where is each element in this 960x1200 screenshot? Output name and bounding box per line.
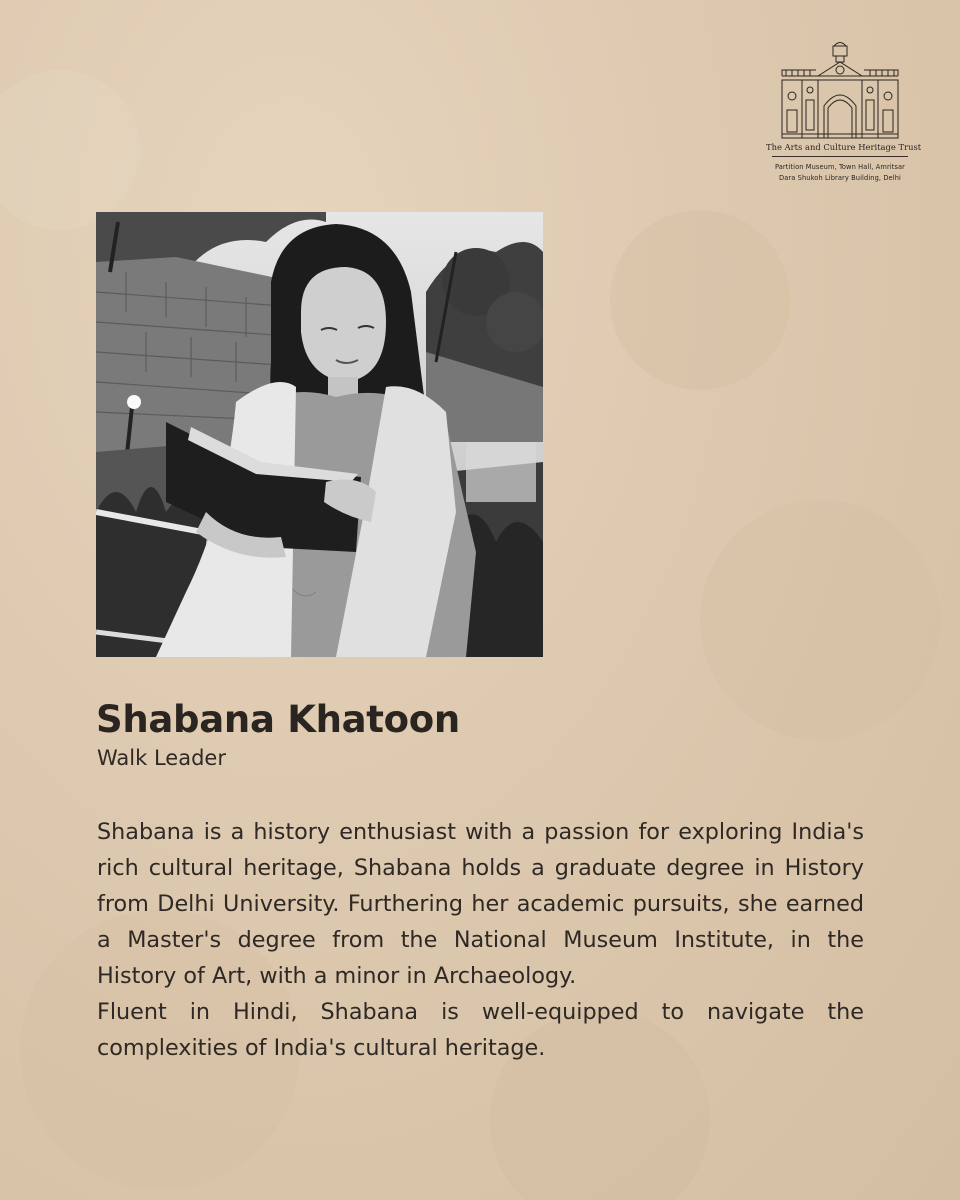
person-name: Shabana Khatoon bbox=[96, 698, 460, 741]
logo-divider bbox=[772, 156, 908, 157]
bio-text bbox=[97, 814, 864, 1066]
woman-reading-book-photo bbox=[96, 212, 543, 657]
town-hall-building-icon bbox=[772, 40, 908, 140]
bio-paragraph: Fluent in Hindi, Shabana is well-equipped to navigate the complexities of India's cultural heritage. bbox=[97, 999, 864, 1061]
person-role: Walk Leader bbox=[97, 746, 226, 770]
bio-paragraph: Shabana is a history enthusiast with a passion for exploring India's rich cultural heritage, Shabana holds a graduate degree in History from Delhi University. Furthering her academic pursuits, she earned a Master's degree from the National Museum Institute, in the History of Art, with a minor in Archaeology. bbox=[97, 819, 864, 989]
location-amritsar: Partition Museum, Town Hall, Amritsar bbox=[774, 162, 905, 171]
trust-logo bbox=[766, 40, 922, 190]
trust-name: The Arts and Culture Heritage Trust bbox=[766, 142, 922, 152]
location-delhi: Dara Shukoh Library Building, Delhi bbox=[779, 173, 901, 182]
profile-photo bbox=[96, 212, 543, 657]
